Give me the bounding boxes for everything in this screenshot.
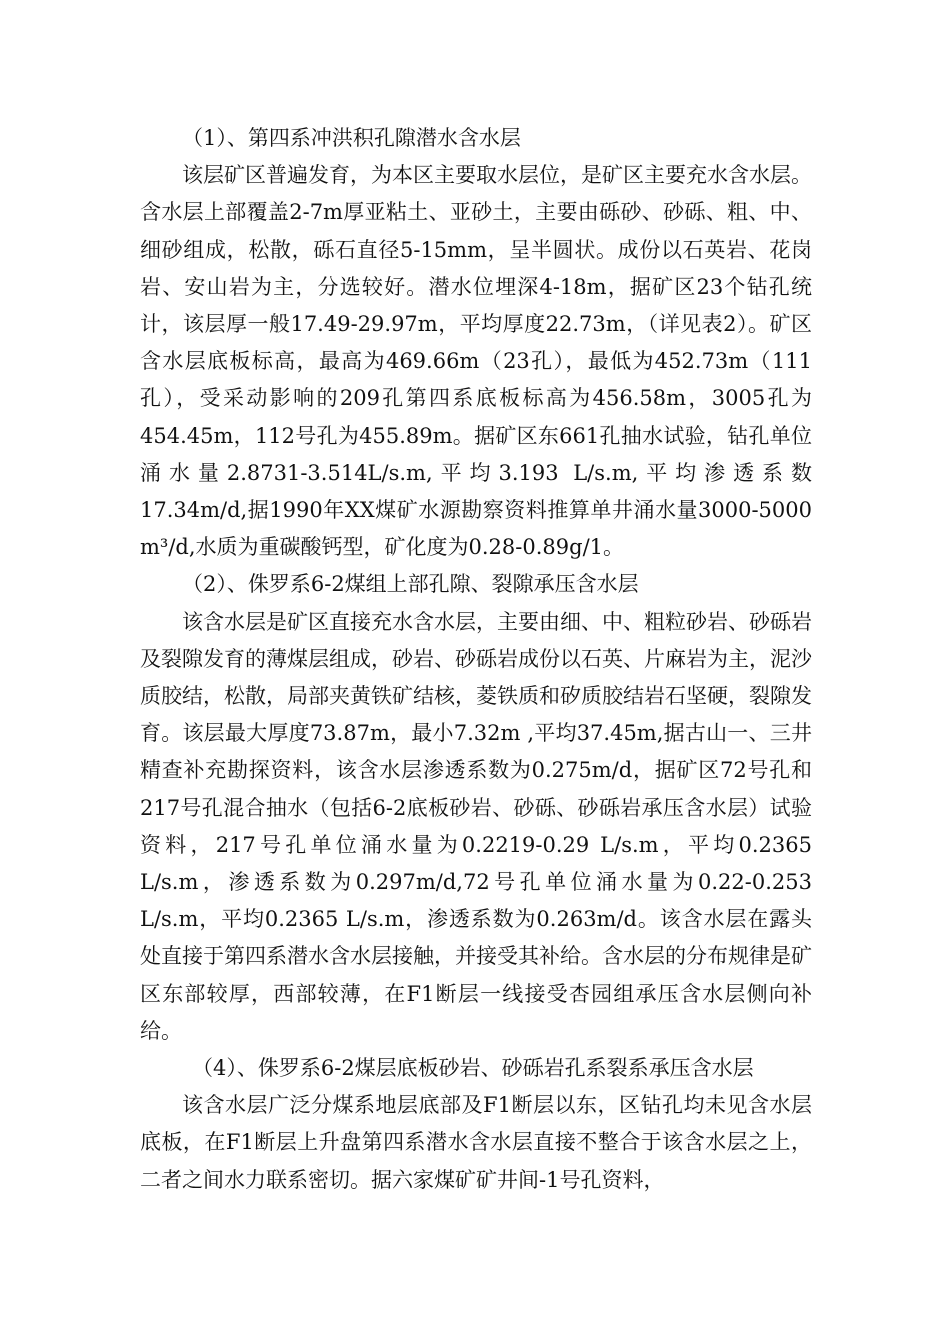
section-heading-4: （4）、侏罗系6-2煤层底板砂岩、砂砾岩孔系裂系承压含水层	[192, 1056, 754, 1081]
section-heading-2: （2）、侏罗系6-2煤组上部孔隙、裂隙承压含水层	[182, 572, 639, 597]
section-paragraph-1: 该层矿区普遍发育，为本区主要取水层位，是矿区主要充水含水层。含水层上部覆盖2-7m厚亚粘土、亚砂土，主要由砾砂、砂砾、粗、中、细砂组成，松散，砾石直径5-15mm，呈半圆状。成份以石英岩、花岗岩、安山岩为主，分选较好。潜水位埋深4-18m，据矿区23个钻孔统计，该层厚一般17.49-29.97m，平均厚度22.73m，（详见表2）。矿区含水层底板标高，最高为469.66m（23孔），最低为452.73m（111孔），受采动影响的209孔第四系底板标高为456.58m，3005孔为454.45m，112号孔为455.89m。据矿区东661孔抽水试验，钻孔单位涌水量2.8731-3.514L/s.m,平均3.193 L/s.m,平均渗透系数17.34m/d,据1990年XX煤矿水源勘察资料推算单井涌水量3000-5000 m³/d,水质为重碳酸钙型，矿化度为0.28-0.89g/1。	[140, 163, 812, 560]
section-paragraph-2: 该含水层是矿区直接充水含水层，主要由细、中、粗粒砂岩、砂砾岩及裂隙发育的薄煤层组成，砂岩、砂砾岩成份以石英、片麻岩为主，泥沙质胶结，松散，局部夹黄铁矿结核，菱铁质和矽质胶结岩石坚硬，裂隙发育。该层最大厚度73.87m，最小7.32m ,平均37.45m,据古山一、三井精查补充勘探资料，该含水层渗透系数为0.275m/d，据矿区72号孔和217号孔混合抽水（包括6-2底板砂岩、砂砾、砂砾岩承压含水层）试验资料，217号孔单位涌水量为0.2219-0.29 L/s.m，平均0.2365 L/s.m，渗透系数为0.297m/d,72号孔单位涌水量为0.22-0.253 L/s.m，平均0.2365 L/s.m，渗透系数为0.263m/d。该含水层在露头处直接于第四系潜水含水层接触，并接受其补给。含水层的分布规律是矿区东部较厚，西部较薄，在F1断层一线接受杏园组承压含水层侧向补给。	[140, 609, 812, 1043]
section-paragraph-4: 该含水层广泛分煤系地层底部及F1断层以东，区钻孔均未见含水层底板，在F1断层上升盘第四系潜水含水层直接不整合于该含水层之上，二者之间水力联系密切。据六家煤矿矿井间-1号孔资料，	[140, 1093, 812, 1192]
section-heading-1: （1）、第四系冲洪积孔隙潜水含水层	[182, 126, 521, 150]
document-body	[140, 120, 812, 1199]
